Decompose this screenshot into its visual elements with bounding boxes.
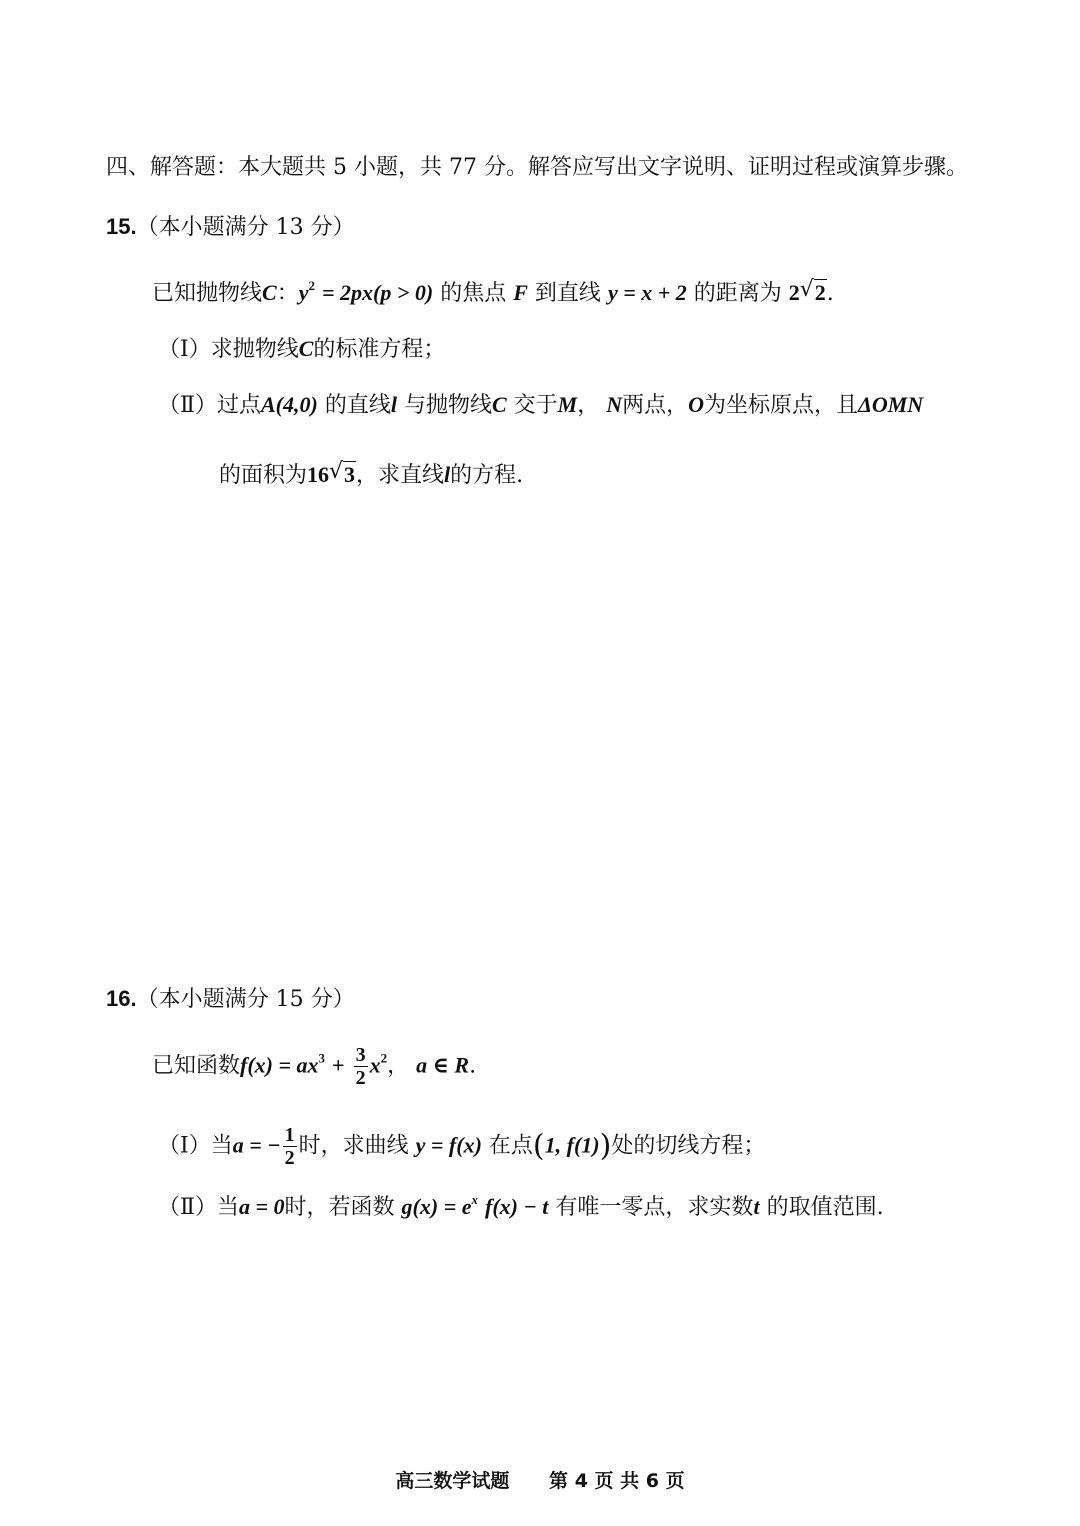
question-15-stem: 已知抛物线C：$y^2 = 2px(p > 0)$ 的焦点 F 到直线 y = x + 2 的距离为 2√ 2. bbox=[152, 278, 834, 309]
question-15-part-2: （Ⅱ）过点A(4,0) 的直线l 与抛物线C 交于M， N两点，O为坐标原点，且ΔOMN bbox=[158, 392, 924, 418]
page-total: 6 bbox=[645, 1470, 660, 1492]
sqrt-symbol: √ 2 bbox=[800, 278, 827, 308]
question-15-part-1: （Ⅰ）求抛物线C的标准方程； bbox=[158, 336, 446, 362]
fraction: $\frac{1}{2}$ bbox=[284, 1124, 295, 1169]
footer-title: 高三数学试题 bbox=[395, 1470, 510, 1492]
fraction: $\frac{3}{2}$ bbox=[355, 1044, 366, 1089]
page-number: 4 bbox=[574, 1470, 588, 1492]
question-points: （本小题满分 15 分） bbox=[136, 987, 355, 1012]
question-number: 15. bbox=[106, 214, 137, 239]
question-16-part-2: （Ⅱ）当a = 0时，若函数 $g(x) = e^x$ f(x) − t 有唯一零点，求实数t 的取值范围. bbox=[158, 1192, 884, 1220]
question-15-header bbox=[106, 212, 355, 243]
question-16-header bbox=[106, 984, 355, 1015]
question-points: （本小题满分 13 分） bbox=[136, 215, 355, 240]
section-heading: 四、解答题：本大题共 5 小题，共 77 分。解答应写出文字说明、证明过程或演算步骤。 bbox=[106, 155, 968, 180]
question-15-part-2-cont: 的面积为16√ 3，求直线l的方程. bbox=[219, 460, 523, 491]
question-number: 16. bbox=[106, 986, 137, 1011]
question-16-stem: 已知函数$f(x) = ax^3$ + $\frac{3}{2}$ $x^2$， a ∈ R. bbox=[152, 1044, 477, 1089]
question-16-part-1: （Ⅰ）当a = − $\frac{1}{2}$ 时，求曲线 y = f(x) 在点(1, f(1))处的切线方程； bbox=[158, 1124, 766, 1169]
sqrt-symbol: √ 3 bbox=[329, 460, 356, 490]
page-footer: 高三数学试题 第 4 页 共 6 页 bbox=[395, 1470, 685, 1492]
